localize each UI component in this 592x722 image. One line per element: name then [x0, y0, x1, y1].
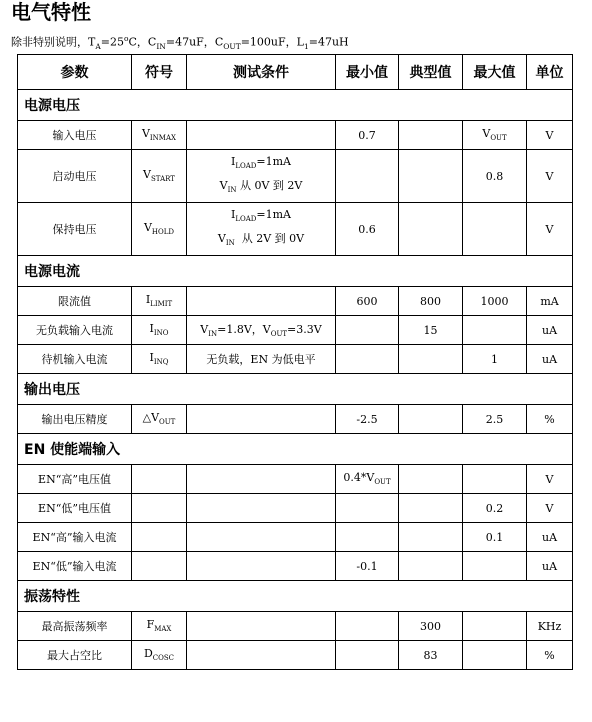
symbol-subscript: START [151, 175, 175, 184]
table-row [18, 203, 573, 256]
symbol-cell [132, 287, 187, 316]
symbol-cell [132, 150, 187, 203]
ta-unit: C， [128, 35, 148, 49]
param-cell: EN“低”电压值 [18, 494, 132, 523]
symbol-cell [132, 612, 187, 641]
symbol-cell [132, 523, 187, 552]
symbol-subscript: COSC [152, 654, 175, 663]
unit-cell: V [527, 150, 573, 203]
max-subscript: OUT [490, 134, 507, 143]
param-cell: 待机输入电流 [18, 345, 132, 374]
l1-subscript: 1 [303, 41, 309, 51]
param-cell: EN“高”输入电流 [18, 523, 132, 552]
unit-cell: uA [527, 345, 573, 374]
cout-value: =100uF， [240, 35, 297, 49]
typ-cell [399, 552, 463, 581]
min-cell: -0.1 [336, 552, 399, 581]
min-subscript: OUT [374, 478, 391, 487]
table-row [18, 465, 573, 494]
symbol-cell [132, 316, 187, 345]
typ-cell [399, 203, 463, 256]
cond-value: =1mA [256, 207, 291, 221]
unit-cell: uA [527, 552, 573, 581]
table-row [18, 121, 573, 150]
typ-cell [399, 150, 463, 203]
max-symbol: V [482, 127, 491, 141]
symbol-cell [132, 641, 187, 670]
min-cell [336, 345, 399, 374]
electrical-characteristics-table [17, 54, 573, 670]
typ-cell: 83 [399, 641, 463, 670]
min-cell: 0.6 [336, 203, 399, 256]
max-cell [463, 552, 527, 581]
typ-cell: 800 [399, 287, 463, 316]
min-text: 0.4*V [343, 471, 375, 485]
min-cell [336, 523, 399, 552]
symbol-text: I [145, 293, 151, 307]
condition-cell [187, 150, 336, 203]
section-oscillation: 振荡特性 [18, 581, 573, 612]
symbol-text: I [149, 351, 154, 365]
symbol-subscript: HOLD [151, 228, 175, 237]
header-condition: 测试条件 [187, 55, 336, 90]
section-row [18, 434, 573, 465]
unit-cell: mA [527, 287, 573, 316]
typ-cell [399, 405, 463, 434]
cond-symbol: V [262, 323, 271, 337]
param-cell: 启动电压 [18, 150, 132, 203]
symbol-cell [132, 494, 187, 523]
symbol-cell [132, 121, 187, 150]
symbol-subscript: MAX [154, 625, 172, 634]
symbol-text: D [143, 647, 153, 661]
table-row [18, 612, 573, 641]
condition-cell [187, 203, 336, 256]
l1-symbol: L [296, 35, 304, 49]
param-cell: 限流值 [18, 287, 132, 316]
cond-value: =1.8V， [217, 323, 263, 337]
header-param: 参数 [18, 55, 132, 90]
min-cell [336, 612, 399, 641]
symbol-subscript: LIMIT [150, 300, 173, 309]
symbol-subscript: INQ [153, 358, 169, 367]
unit-cell: uA [527, 523, 573, 552]
max-cell: 1 [463, 345, 527, 374]
header-unit: 单位 [527, 55, 573, 90]
symbol-text: I [149, 322, 154, 336]
condition-line [187, 229, 335, 253]
min-cell [336, 465, 399, 494]
unit-cell: % [527, 405, 573, 434]
condition-cell [187, 494, 336, 523]
header-row [18, 55, 573, 90]
header-typ: 典型值 [399, 55, 463, 90]
typ-cell: 300 [399, 612, 463, 641]
section-row [18, 581, 573, 612]
symbol-text: V [143, 221, 152, 235]
cond-subscript: LOAD [235, 162, 257, 170]
symbol-cell [132, 345, 187, 374]
cin-subscript: IN [156, 41, 166, 51]
cond-value: 从 0V 到 2V [236, 179, 303, 192]
table-row [18, 641, 573, 670]
section-row [18, 256, 573, 287]
condition-cell [187, 552, 336, 581]
param-cell: 保持电压 [18, 203, 132, 256]
condition-cell [187, 641, 336, 670]
symbol-text: △V [142, 411, 160, 425]
cin-value: =47uF， [165, 35, 215, 49]
symbol-subscript: INMAX [149, 134, 177, 143]
typ-cell [399, 465, 463, 494]
symbol-cell [132, 552, 187, 581]
max-cell: 0.1 [463, 523, 527, 552]
page-title: 电气特性 [11, 0, 91, 24]
cout-subscript: OUT [223, 41, 241, 51]
conditions-prefix: 除非特别说明， [11, 35, 88, 49]
condition-cell: 无负载，EN 为低电平 [187, 345, 336, 374]
min-cell: 0.7 [336, 121, 399, 150]
min-cell [336, 316, 399, 345]
section-output-voltage: 输出电压 [18, 374, 573, 405]
ta-value: =25 [100, 35, 124, 49]
symbol-cell [132, 203, 187, 256]
condition-cell [187, 121, 336, 150]
condition-cell [187, 287, 336, 316]
section-en-input: EN 使能端输入 [18, 434, 573, 465]
unit-cell: V [527, 203, 573, 256]
l1-value: =47uH [308, 35, 349, 49]
table-row [18, 345, 573, 374]
typ-cell [399, 523, 463, 552]
cond-value: 从 2V 到 0V [234, 232, 305, 245]
symbol-cell [132, 405, 187, 434]
param-cell: 最大占空比 [18, 641, 132, 670]
cond-symbol: V [217, 232, 226, 245]
cond-subscript: IN [227, 186, 237, 195]
table-row [18, 316, 573, 345]
cond-symbol: V [200, 323, 209, 337]
symbol-cell [132, 465, 187, 494]
condition-cell [187, 523, 336, 552]
param-cell: 最高振荡频率 [18, 612, 132, 641]
max-cell [463, 316, 527, 345]
max-cell [463, 465, 527, 494]
min-cell: 600 [336, 287, 399, 316]
section-power-current: 电源电流 [18, 256, 573, 287]
ta-symbol: T [88, 35, 96, 49]
header-min: 最小值 [336, 55, 399, 90]
param-cell: 无负载输入电流 [18, 316, 132, 345]
max-cell: 0.8 [463, 150, 527, 203]
table-row [18, 494, 573, 523]
max-cell: 2.5 [463, 405, 527, 434]
symbol-subscript: OUT [159, 418, 176, 427]
section-power-voltage: 电源电压 [18, 90, 573, 121]
symbol-text: F [146, 618, 155, 632]
cond-symbol: I [230, 207, 236, 221]
max-cell: 0.2 [463, 494, 527, 523]
symbol-text: V [141, 127, 150, 141]
cin-symbol: C [147, 35, 157, 49]
ta-degree: o [123, 34, 129, 43]
max-cell [463, 121, 527, 150]
header-max: 最大值 [463, 55, 527, 90]
table-row [18, 150, 573, 203]
unit-cell: V [527, 494, 573, 523]
typ-cell [399, 494, 463, 523]
min-cell [336, 150, 399, 203]
section-row [18, 90, 573, 121]
unit-cell: V [527, 465, 573, 494]
param-cell: 输出电压精度 [18, 405, 132, 434]
unit-cell: V [527, 121, 573, 150]
param-cell: EN“低”输入电流 [18, 552, 132, 581]
header-symbol: 符号 [132, 55, 187, 90]
max-cell [463, 641, 527, 670]
min-cell [336, 641, 399, 670]
max-cell [463, 203, 527, 256]
ta-subscript: A [95, 41, 101, 51]
condition-line [187, 176, 335, 200]
param-cell: 输入电压 [18, 121, 132, 150]
cond-subscript: IN [208, 330, 218, 339]
cond-value: =3.3V [287, 323, 322, 337]
condition-line [187, 205, 335, 229]
min-cell: -2.5 [336, 405, 399, 434]
condition-cell [187, 316, 336, 345]
cond-subscript: OUT [270, 330, 288, 339]
section-row [18, 374, 573, 405]
unit-cell: uA [527, 316, 573, 345]
cond-subscript: IN [225, 239, 235, 248]
unit-cell: % [527, 641, 573, 670]
condition-cell [187, 405, 336, 434]
typ-cell: 15 [399, 316, 463, 345]
typ-cell [399, 121, 463, 150]
cond-symbol: I [230, 154, 236, 168]
table-row [18, 287, 573, 316]
cout-symbol: C [214, 35, 224, 49]
cond-symbol: V [219, 179, 228, 192]
table-row [18, 405, 573, 434]
condition-line [187, 152, 335, 176]
min-cell [336, 494, 399, 523]
cond-subscript: LOAD [235, 215, 257, 223]
table-row [18, 552, 573, 581]
condition-cell [187, 465, 336, 494]
cond-value: =1mA [256, 154, 291, 168]
test-conditions-note [11, 31, 349, 55]
condition-cell [187, 612, 336, 641]
unit-cell: KHz [527, 612, 573, 641]
symbol-text: V [143, 168, 151, 182]
table-row [18, 523, 573, 552]
max-cell: 1000 [463, 287, 527, 316]
param-cell: EN“高”电压值 [18, 465, 132, 494]
typ-cell [399, 345, 463, 374]
symbol-subscript: INO [153, 329, 169, 338]
max-cell [463, 612, 527, 641]
